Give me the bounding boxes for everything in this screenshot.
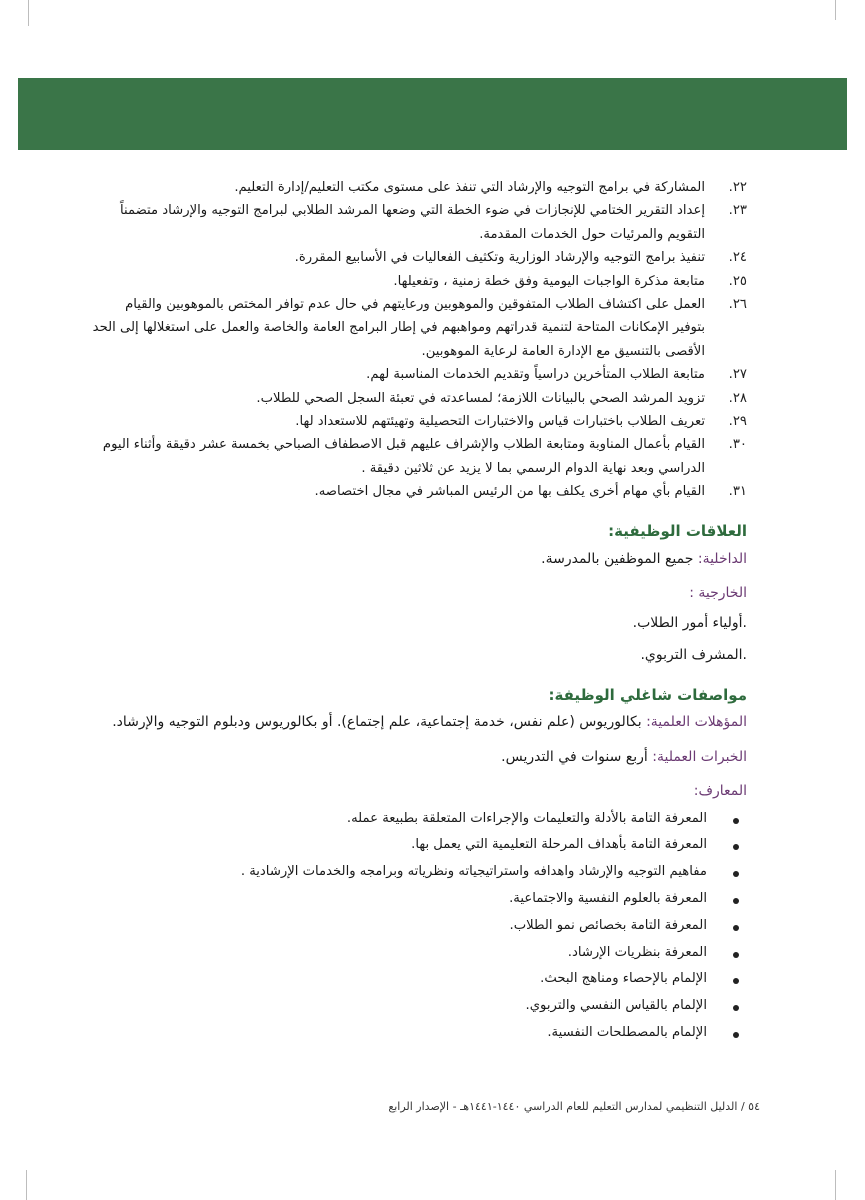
duty-number: ٢٤. <box>728 250 747 266</box>
duty-item <box>92 410 747 433</box>
duty-text: إعداد التقرير الختامي للإنجازات في ضوء الخطة التي وضعها المرشد الطلابي لبرامج التوجيه والإرشاد متضمناً التقويم والمرئيات حول الخدمات المقدمة. <box>119 203 705 242</box>
page-number: ٥٤ <box>748 1100 760 1113</box>
duty-item <box>92 387 747 410</box>
knowledge-item <box>92 832 747 859</box>
duty-number: ٢٧. <box>728 367 747 383</box>
duty-number: ٣٠. <box>728 437 747 453</box>
duty-item <box>92 363 747 386</box>
internal-label: الداخلية: <box>697 550 747 567</box>
knowledge-text: الإلمام بالمصطلحات النفسية. <box>547 1025 707 1041</box>
page-content <box>92 176 747 1047</box>
duty-text: العمل على اكتشاف الطلاب المتفوقين والموهوبين ورعايتهم في حال عدم توافر المختص بالموهوبين والقيام بتوفير الإمكانات المتاحة لتنمية قدراتهم ومواهبهم في إطار البرامج العامة والخاصة والعمل على استغلالها إلى الحد الأقصى بالتنسيق مع الإدارة العامة لرعاية الموهوبين. <box>92 297 705 359</box>
bullet-icon <box>733 1005 739 1011</box>
duty-item <box>92 246 747 269</box>
qualifications <box>92 710 747 734</box>
crop-mark-bottom-right <box>835 1170 836 1200</box>
crop-mark-top-right <box>835 0 836 20</box>
duty-item <box>92 270 747 293</box>
relations-title: العلاقات الوظيفية: <box>608 521 747 540</box>
knowledge-text: المعرفة بنظريات الإرشاد. <box>567 944 707 960</box>
knowledge-label: المعارف: <box>693 782 747 799</box>
knowledge-text: مفاهيم التوجيه والإرشاد واهدافه واستراتيجياته ونظرياته وبرامجه والخدمات الإرشادية . <box>240 864 707 880</box>
knowledge-item <box>92 940 747 967</box>
duty-item <box>92 480 747 503</box>
knowledge-text: الإلمام بالقياس النفسي والتربوي. <box>525 998 707 1014</box>
bullet-icon <box>733 952 739 958</box>
knowledge-item <box>92 993 747 1020</box>
duty-item <box>92 176 747 199</box>
internal-text: جميع الموظفين بالمدرسة. <box>541 550 698 567</box>
duty-item <box>92 433 747 480</box>
specs-section <box>92 686 747 1047</box>
duty-text: القيام بأي مهام أخرى يكلف بها من الرئيس المباشر في مجال اختصاصه. <box>314 484 705 500</box>
duty-text: تنفيذ برامج التوجيه والإرشاد الوزارية وتكثيف الفعاليات في الأسابيع المقررة. <box>294 250 705 266</box>
header-band <box>18 78 847 150</box>
bullet-icon <box>733 898 739 904</box>
duty-number: ٢٨. <box>728 390 747 406</box>
knowledge-list <box>92 806 747 1047</box>
bullet-icon <box>733 925 739 931</box>
qualifications-label: المؤهلات العلمية: <box>646 713 747 730</box>
knowledge-heading <box>92 778 747 804</box>
crop-mark-top-left <box>28 0 29 26</box>
bullet-icon <box>733 978 739 984</box>
external-item-parents: .أولياء أمور الطلاب. <box>632 614 747 631</box>
bullet-icon <box>733 871 739 877</box>
duty-text: متابعة مذكرة الواجبات اليومية وفق خطة زمنية ، وتفعيلها. <box>393 273 705 289</box>
bullet-icon <box>733 844 739 850</box>
knowledge-text: المعرفة التامة بالأدلة والتعليمات والإجراءات المتعلقة بطبيعة عمله. <box>346 810 707 826</box>
knowledge-item <box>92 859 747 886</box>
duty-text: تعريف الطلاب باختبارات قياس والاختبارات التحصيلية وتهيئتهم للاستعداد لها. <box>295 414 705 430</box>
knowledge-item <box>92 913 747 940</box>
experience <box>92 744 747 770</box>
footer-title: الدليل التنظيمي لمدارس التعليم للعام الدراسي ١٤٤٠-١٤٤١هـ - الإصدار الرابع <box>388 1100 738 1113</box>
crop-mark-bottom-left <box>26 1170 27 1200</box>
duty-number: ٢٦. <box>728 297 747 313</box>
knowledge-item <box>92 806 747 833</box>
knowledge-text: المعرفة بالعلوم النفسية والاجتماعية. <box>509 891 707 907</box>
duty-text: تزويد المرشد الصحي بالبيانات اللازمة؛ لمساعدته في تعبئة السجل الصحي للطلاب. <box>256 390 705 406</box>
experience-label: الخبرات العملية: <box>652 748 747 765</box>
knowledge-text: المعرفة التامة بخصائص نمو الطلاب. <box>509 917 707 933</box>
external-label: الخارجية : <box>689 584 747 601</box>
duty-text: القيام بأعمال المناوبة ومتابعة الطلاب والإشراف عليهم قبل الاصطفاف الصباحي بخمسة عشر دقيقة وأثناء اليوم الدراسي وبعد نهاية الدوام الرسمي بما لا يزيد عن ثلاثين دقيقة . <box>102 437 705 476</box>
duty-item <box>92 199 747 246</box>
duty-item <box>92 293 747 363</box>
knowledge-item <box>92 886 747 913</box>
duty-number: ٢٢. <box>728 180 747 195</box>
page-footer <box>360 1100 760 1113</box>
duty-number: ٢٥. <box>728 273 747 289</box>
external-relations <box>92 580 747 606</box>
knowledge-text: المعرفة التامة بأهداف المرحلة التعليمية التي يعمل بها. <box>411 837 707 853</box>
knowledge-item <box>92 1020 747 1047</box>
qualifications-text: بكالوريوس (علم نفس، خدمة إجتماعية، علم إجتماع). أو بكالوريوس ودبلوم التوجيه والإرشاد. <box>112 713 647 730</box>
duty-number: ٢٩. <box>728 414 747 430</box>
internal-relations <box>92 546 747 572</box>
experience-text: أربع سنوات في التدريس. <box>501 748 653 765</box>
bullet-icon <box>733 1032 739 1038</box>
external-item-supervisor: .المشرف التربوي. <box>640 646 747 663</box>
footer-separator: / <box>740 1100 745 1113</box>
duty-number: ٣١. <box>728 484 747 500</box>
knowledge-text: الإلمام بالإحصاء ومناهج البحث. <box>540 971 707 987</box>
specs-title: مواصفات شاغلي الوظيفة: <box>548 685 747 704</box>
duty-text: المشاركة في برامج التوجيه والإرشاد التي تنفذ على مستوى مكتب التعليم/إدارة التعليم. <box>234 180 705 195</box>
duties-list <box>92 176 747 504</box>
relations-section <box>92 522 747 668</box>
duty-text: متابعة الطلاب المتأخرين دراسياً وتقديم الخدمات المناسبة لهم. <box>366 367 705 383</box>
duty-number: ٢٣. <box>728 203 747 219</box>
bullet-icon <box>733 818 739 824</box>
knowledge-item <box>92 966 747 993</box>
